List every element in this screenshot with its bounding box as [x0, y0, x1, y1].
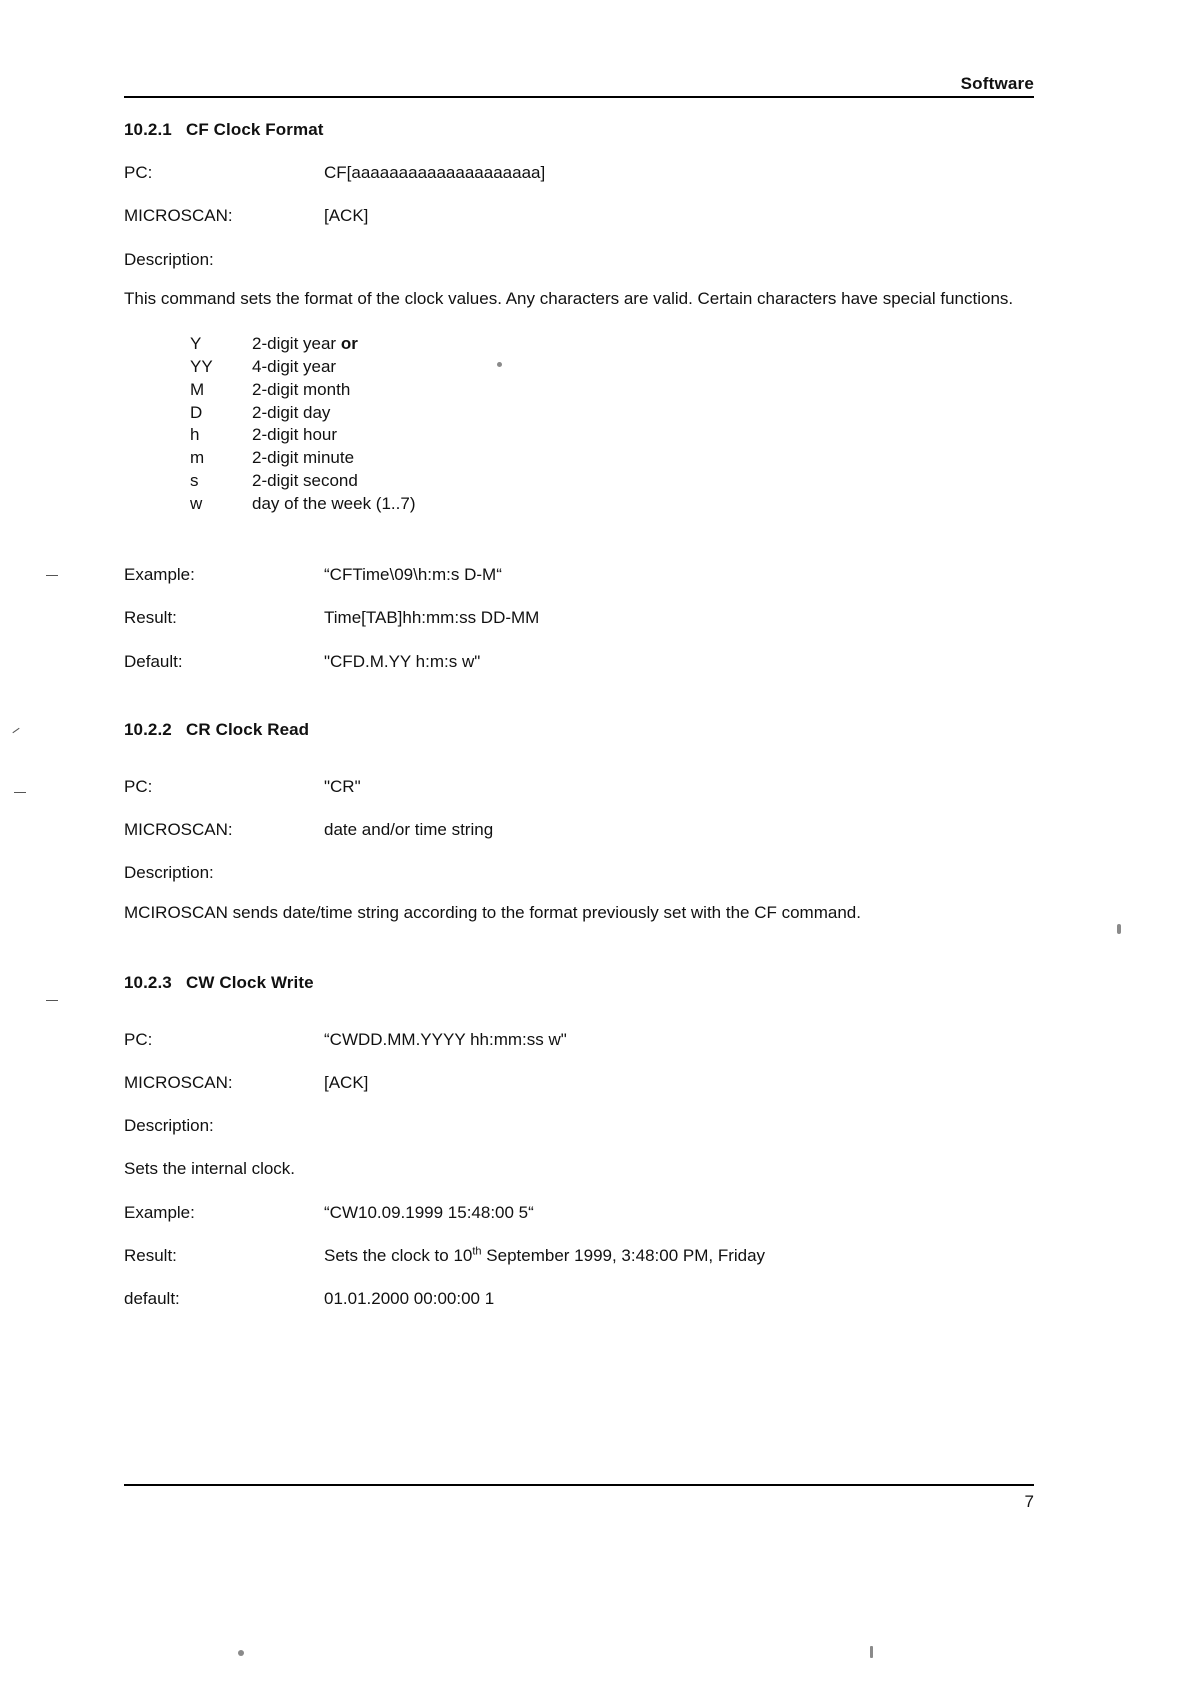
result-label: Result:	[124, 608, 177, 628]
section-number: 10.2.3	[124, 972, 172, 992]
spec-label: PC:	[124, 163, 153, 182]
description-paragraph: MCIROSCAN sends date/time string according to the format previously set with the CF command.	[124, 902, 861, 922]
example-label: Example:	[124, 565, 195, 585]
spec-label: MICROSCAN:	[124, 820, 233, 840]
scan-speck	[238, 1650, 244, 1656]
spec-row-microscan	[124, 1072, 1034, 1093]
result-label: Result:	[124, 1245, 177, 1265]
default-value: 01.01.2000 00:00:00 1	[324, 1289, 495, 1309]
default-label: Default:	[124, 651, 183, 671]
section-heading-10-2-3	[124, 973, 1034, 993]
section-title: CF Clock Format	[186, 120, 324, 139]
format-code: s	[190, 471, 199, 491]
spec-row-pc	[124, 162, 1034, 183]
format-code: YY	[190, 356, 213, 376]
example-row	[124, 1202, 1034, 1223]
spec-label: PC:	[124, 776, 153, 796]
margin-mark	[14, 792, 26, 793]
default-label: default:	[124, 1289, 180, 1309]
spec-label: MICROSCAN:	[124, 206, 233, 226]
spec-value: "CR"	[324, 776, 361, 796]
scan-speck	[1117, 924, 1121, 934]
spec-row-pc	[124, 1029, 1034, 1050]
result-value: Time[TAB]hh:mm:ss DD-MM	[324, 608, 540, 628]
format-code-desc: 2-digit hour	[252, 425, 338, 445]
format-code: M	[190, 379, 205, 399]
spec-label: MICROSCAN:	[124, 1072, 233, 1092]
spec-value: CF[aaaaaaaaaaaaaaaaaaaa]	[324, 163, 546, 182]
description-label: Description:	[124, 863, 214, 883]
format-code: D	[190, 402, 203, 422]
format-code-row	[190, 356, 1034, 379]
header-title: Software	[960, 74, 1034, 93]
format-code-row	[190, 333, 1034, 356]
header-rule	[124, 96, 1034, 98]
page-header	[124, 0, 1034, 96]
format-code-row	[190, 424, 1034, 447]
result-row	[124, 1245, 1034, 1266]
format-code-row	[190, 379, 1034, 402]
spec-value: [ACK]	[324, 1072, 369, 1092]
format-code-row	[190, 447, 1034, 470]
spec-row-pc	[124, 776, 1034, 797]
spec-label: PC:	[124, 1029, 153, 1049]
format-code: Y	[190, 333, 202, 353]
margin-mark	[46, 575, 58, 576]
description-paragraph: Sets the internal clock.	[124, 1159, 296, 1179]
example-label: Example:	[124, 1202, 195, 1222]
default-row	[124, 651, 1034, 672]
ordinal-suffix: th	[472, 1245, 482, 1258]
page-number: 7	[1024, 1492, 1034, 1511]
spec-value: date and/or time string	[324, 820, 494, 840]
example-row	[124, 564, 1034, 585]
format-code: w	[190, 494, 203, 514]
spec-value: [ACK]	[324, 206, 369, 226]
format-code: h	[190, 425, 200, 445]
page-content	[124, 0, 1034, 1309]
margin-mark	[46, 1000, 58, 1001]
description-paragraph: This command sets the format of the clock values. Any characters are valid. Certain characters have special functions.	[124, 288, 1014, 308]
format-code-row	[190, 493, 1034, 516]
format-code-desc: 2-digit minute	[252, 448, 355, 468]
format-code-emphasis: or	[340, 333, 358, 353]
footer-rule	[124, 1484, 1034, 1486]
format-code: m	[190, 448, 205, 468]
example-value: “CW10.09.1999 15:48:00 5“	[324, 1202, 534, 1222]
section-number: 10.2.1	[124, 120, 172, 139]
format-code-desc: 2-digit month	[252, 379, 351, 399]
description-label: Description:	[124, 1116, 214, 1136]
spec-row-microscan	[124, 205, 1034, 226]
description-label: Description:	[124, 249, 214, 269]
format-code-desc: 4-digit year	[252, 356, 337, 376]
format-code-row	[190, 470, 1034, 493]
result-value: Sets the clock to 10th September 1999, 3:48:00 PM, Friday	[324, 1245, 766, 1265]
format-code-list	[190, 333, 1034, 517]
scan-speck	[870, 1646, 873, 1658]
spec-row-microscan	[124, 819, 1034, 840]
margin-mark	[12, 728, 19, 733]
format-code-desc: 2-digit year or	[252, 333, 358, 353]
result-row	[124, 607, 1034, 628]
section-number: 10.2.2	[124, 719, 172, 739]
example-value: “CFTime\09\h:m:s D-M“	[324, 565, 502, 585]
format-code-row	[190, 402, 1034, 425]
format-code-desc: 2-digit second	[252, 471, 358, 491]
default-value: "CFD.M.YY h:m:s w"	[324, 651, 481, 671]
section-title: CW Clock Write	[186, 972, 314, 992]
section-heading-10-2-1	[124, 120, 1034, 140]
section-title: CR Clock Read	[186, 719, 310, 739]
format-code-desc: 2-digit day	[252, 402, 331, 422]
section-heading-10-2-2	[124, 720, 1034, 740]
default-row	[124, 1288, 1034, 1309]
spec-value: “CWDD.MM.YYYY hh:mm:ss w"	[324, 1029, 567, 1049]
format-code-desc: day of the week (1..7)	[252, 494, 416, 514]
